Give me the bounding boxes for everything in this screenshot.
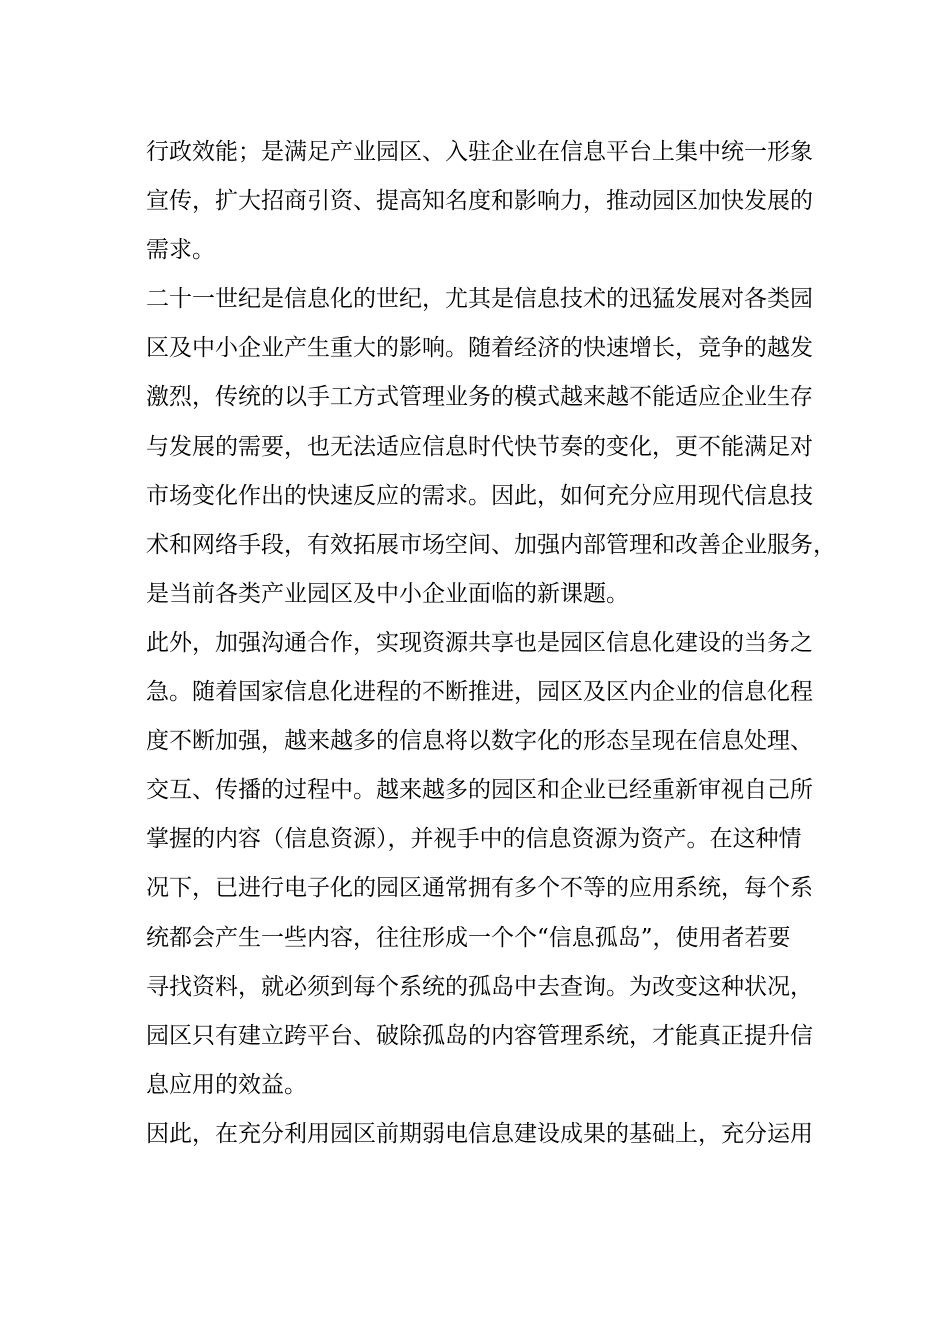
text-line: 此外，加强沟通合作，实现资源共享也是园区信息化建设的当务之 <box>146 629 813 656</box>
text-line: 区及中小企业产生重大的影响。随着经济的快速增长，竞争的越发 <box>146 335 813 362</box>
text-line: 度不断加强，越来越多的信息将以数字化的形态呈现在信息处理、 <box>146 728 813 755</box>
text-line: 交互、传播的过程中。越来越多的园区和企业已经重新审视自己所 <box>146 777 813 804</box>
document-body <box>146 128 836 1159</box>
text-line: 统都会产生一些内容，往往形成一个个“信息孤岛”，使用者若要 <box>146 924 791 951</box>
text-line: 宣传，扩大招商引资、提高知名度和影响力，推动园区加快发展的 <box>146 188 813 215</box>
text-line: 二十一世纪是信息化的世纪，尤其是信息技术的迅猛发展对各类园 <box>146 286 813 313</box>
text-line: 因此，在充分利用园区前期弱电信息建设成果的基础上，充分运用 <box>146 1120 813 1147</box>
text-line: 是当前各类产业园区及中小企业面临的新课题。 <box>146 580 629 607</box>
text-line: 行政效能；是满足产业园区、入驻企业在信息平台上集中统一形象 <box>146 139 813 165</box>
text-line: 术和网络手段，有效拓展市场空间、加强内部管理和改善企业服务， <box>146 531 836 558</box>
text-line: 园区只有建立跨平台、破除孤岛的内容管理系统，才能真正提升信 <box>146 1022 813 1049</box>
text-line: 息应用的效益。 <box>146 1071 307 1098</box>
text-line: 急。随着国家信息化进程的不断推进，园区及区内企业的信息化程 <box>146 679 813 706</box>
text-line: 寻找资料，就必须到每个系统的孤岛中去查询。为改变这种状况， <box>146 973 813 1000</box>
text-line: 激烈，传统的以手工方式管理业务的模式越来越不能适应企业生存 <box>146 384 813 411</box>
text-line: 市场变化作出的快速反应的需求。因此，如何充分应用现代信息技 <box>146 482 813 509</box>
text-line: 与发展的需要，也无法适应信息时代快节奏的变化，更不能满足对 <box>146 433 813 460</box>
text-line: 况下，已进行电子化的园区通常拥有多个不等的应用系统，每个系 <box>146 875 813 902</box>
text-line: 需求。 <box>146 237 215 264</box>
text-line: 掌握的内容（信息资源），并视手中的信息资源为资产。在这种情 <box>146 826 802 853</box>
